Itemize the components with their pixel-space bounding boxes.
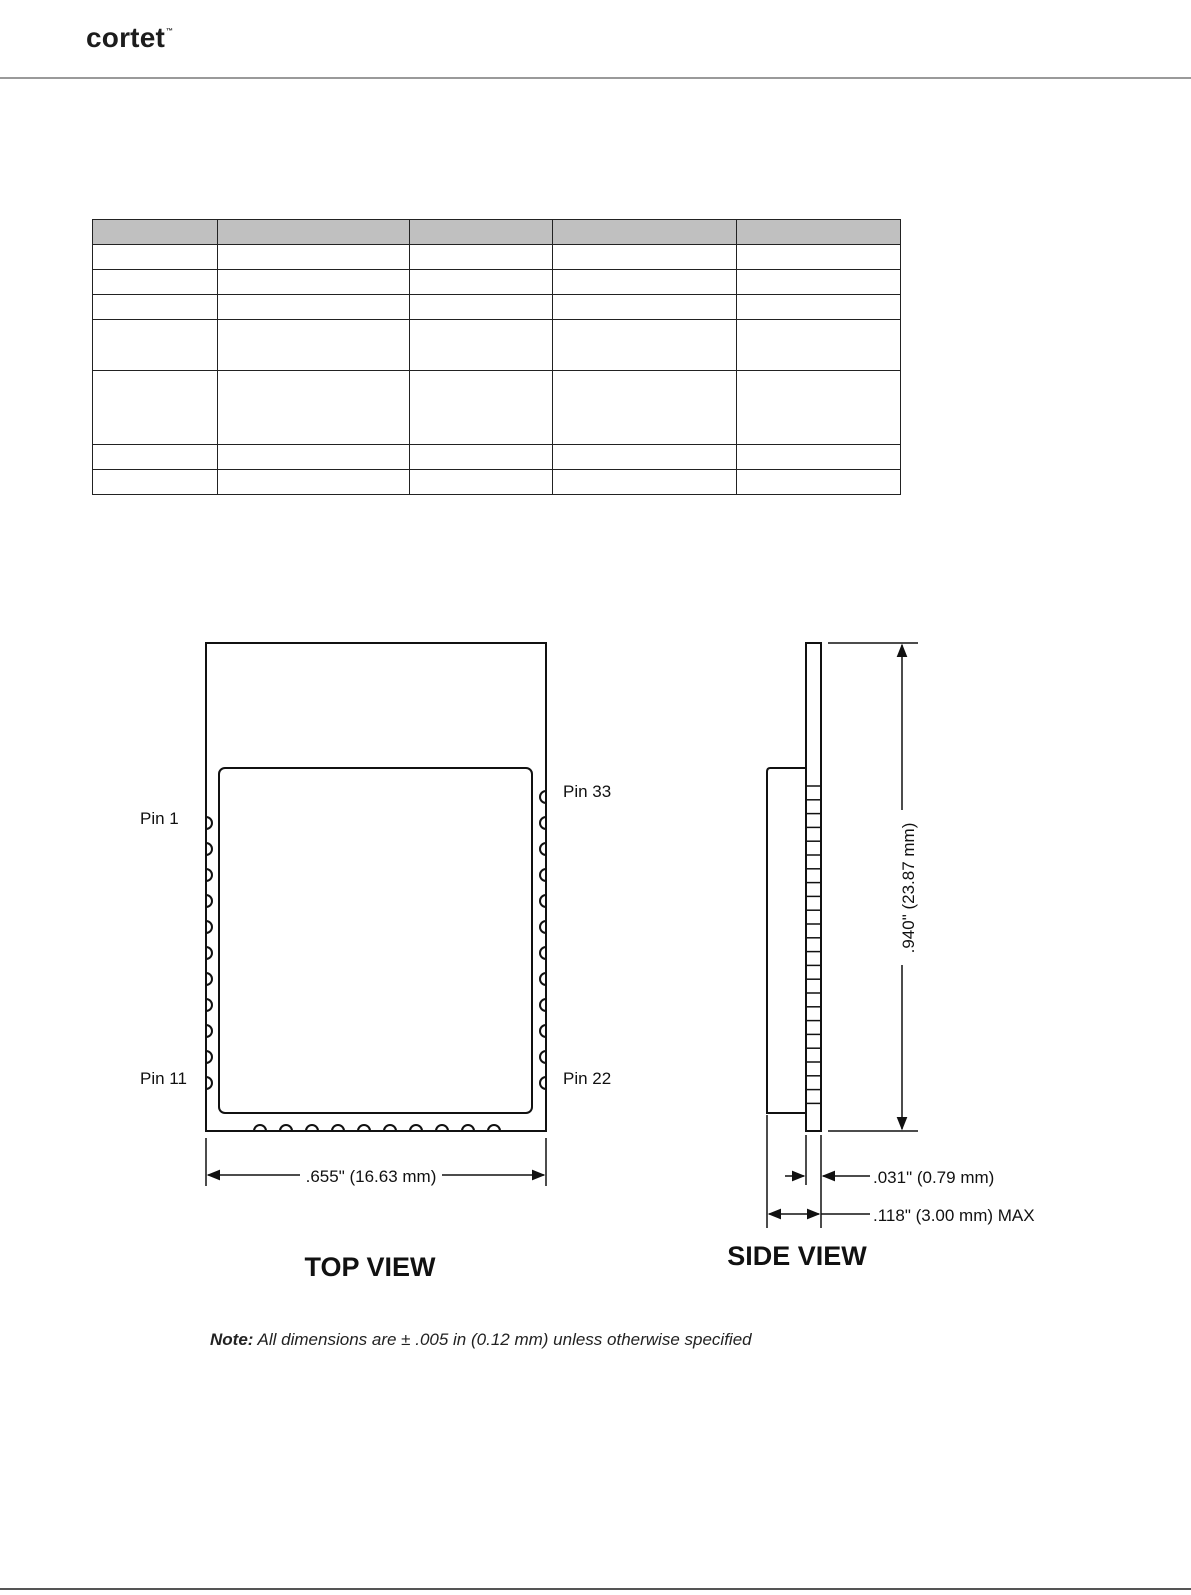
pin-33-label: Pin 33 — [563, 782, 612, 801]
table-cell — [553, 371, 737, 445]
table-cell — [218, 470, 410, 495]
trademark-mark: ™ — [166, 28, 174, 35]
spec-table — [92, 219, 901, 495]
logo-text: cortet — [86, 22, 165, 53]
table-cell — [553, 270, 737, 295]
table-cell — [737, 245, 901, 270]
company-logo — [86, 22, 172, 54]
table-cell — [410, 245, 553, 270]
table-header-cell — [218, 220, 410, 245]
table-row — [93, 445, 901, 470]
table-cell — [737, 270, 901, 295]
table-cell — [737, 371, 901, 445]
table-cell — [410, 320, 553, 371]
table-cell — [737, 320, 901, 371]
side-pads — [806, 786, 821, 1103]
table-cell — [218, 445, 410, 470]
table-row — [93, 320, 901, 371]
table-cell — [737, 295, 901, 320]
table-cell — [553, 295, 737, 320]
table-row — [93, 295, 901, 320]
table-cell — [93, 295, 218, 320]
table-row — [93, 245, 901, 270]
table-cell — [553, 445, 737, 470]
table-cell — [553, 245, 737, 270]
pin-11-label: Pin 11 — [140, 1069, 187, 1088]
top-view — [206, 643, 546, 1186]
table-row — [93, 470, 901, 495]
table-cell — [410, 470, 553, 495]
note-label: Note: — [210, 1330, 254, 1349]
pcb-edge — [806, 643, 821, 1131]
table-cell — [410, 270, 553, 295]
table-cell — [553, 470, 737, 495]
max-thickness-dimension: .118" (3.00 mm) MAX — [873, 1206, 1035, 1225]
height-dimension: .940" (23.87 mm) — [899, 822, 918, 954]
table-cell — [410, 445, 553, 470]
table-cell — [218, 320, 410, 371]
pin-1-label: Pin 1 — [140, 809, 179, 828]
table-cell — [93, 470, 218, 495]
dimension-note — [210, 1330, 752, 1350]
table-header-cell — [553, 220, 737, 245]
table-header-row — [93, 220, 901, 245]
table-header-cell — [737, 220, 901, 245]
table-cell — [737, 445, 901, 470]
table-cell — [218, 270, 410, 295]
side-view-title: SIDE VIEW — [727, 1241, 867, 1271]
top-view-title: TOP VIEW — [304, 1252, 436, 1282]
shield-can — [219, 768, 532, 1113]
table-cell — [410, 371, 553, 445]
pin-22-label: Pin 22 — [563, 1069, 612, 1088]
mechanical-drawing — [0, 600, 1191, 1300]
table-header-cell — [410, 220, 553, 245]
table-cell — [93, 270, 218, 295]
table-cell — [218, 371, 410, 445]
shield-profile — [767, 768, 806, 1113]
footer-divider — [0, 1588, 1191, 1590]
table-header-cell — [93, 220, 218, 245]
module-outline — [206, 643, 546, 1131]
table-row — [93, 270, 901, 295]
header-divider — [0, 77, 1191, 79]
table-cell — [410, 295, 553, 320]
table-cell — [93, 320, 218, 371]
table-cell — [218, 245, 410, 270]
table-cell — [93, 371, 218, 445]
table-cell — [218, 295, 410, 320]
pcb-thickness-dimension: .031" (0.79 mm) — [873, 1168, 995, 1187]
width-dimension: .655" (16.63 mm) — [305, 1167, 437, 1186]
side-view — [767, 643, 918, 1228]
table-cell — [737, 470, 901, 495]
table-cell — [553, 320, 737, 371]
table-cell — [93, 245, 218, 270]
table-cell — [93, 445, 218, 470]
table-row — [93, 371, 901, 445]
note-text: All dimensions are ± .005 in (0.12 mm) unless otherwise specified — [257, 1330, 752, 1349]
